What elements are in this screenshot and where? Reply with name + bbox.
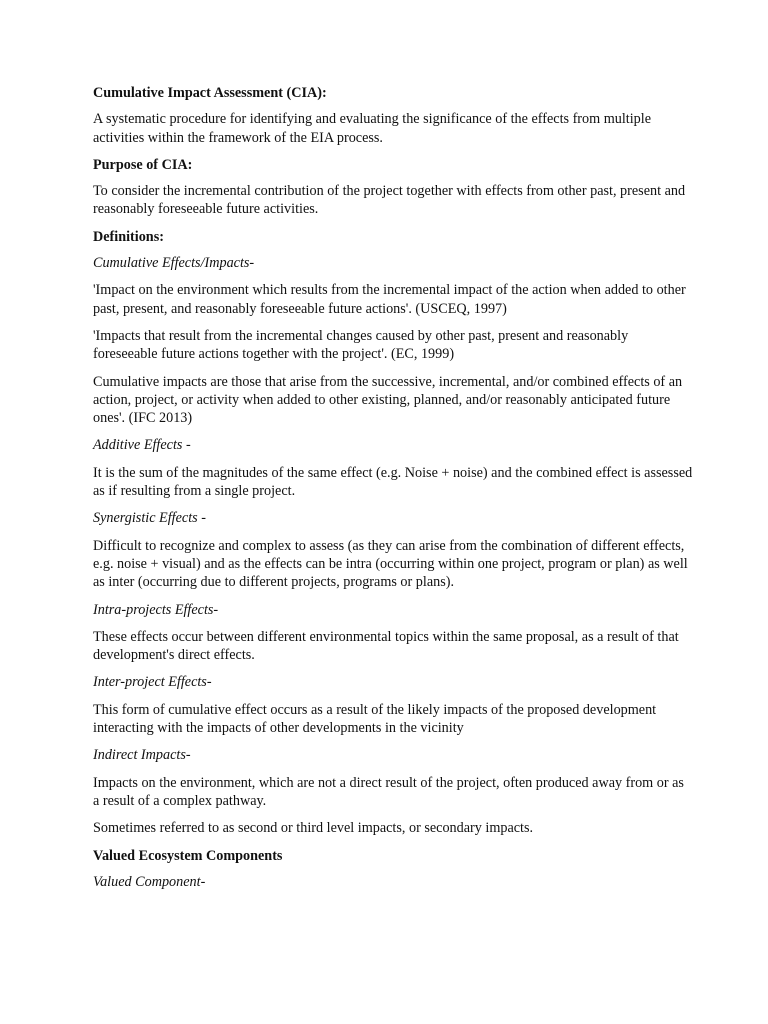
definitions-heading: Definitions: <box>93 228 164 245</box>
intra-project-effects-definition: These effects occur between different environmental topics within the same proposal, as a result of that development's direct effects. <box>93 628 679 664</box>
purpose-text: To consider the incremental contribution of the project together with effects from other past, present and reasonably foreseeable future activities. <box>93 183 686 218</box>
purpose-heading: Purpose of CIA: <box>93 156 193 173</box>
indirect-impacts-term: Indirect Impacts- <box>93 747 191 764</box>
cia-definition: A systematic procedure for identifying and evaluating the significance of the effects from multiple activities within the framework of the EIA process. <box>93 111 651 146</box>
indirect-impacts-note: Sometimes referred to as second or third level impacts, or secondary impacts. <box>93 820 534 837</box>
cumulative-definition-ec: 'Impacts that result from the incremental changes caused by other past, present and reasonably foreseeable future actions together with the project'. (EC, 1999) <box>93 327 629 363</box>
document-page <box>93 84 693 900</box>
additive-effects-definition: It is the sum of the magnitudes of the same effect (e.g. Noise + noise) and the combined effect is assessed as if resulting from a single project. <box>93 464 693 500</box>
indirect-impacts-definition: Impacts on the environment, which are not a direct result of the project, often produced away from or as a result of a complex pathway. <box>93 774 684 809</box>
inter-project-effects-definition: This form of cumulative effect occurs as a result of the likely impacts of the proposed development interacting with the impacts of other developments in the vicinity <box>93 701 657 737</box>
synergistic-effects-term: Synergistic Effects - <box>93 510 206 527</box>
cia-heading: Cumulative Impact Assessment (CIA): <box>93 85 327 101</box>
valued-component-term: Valued Component- <box>93 873 206 890</box>
additive-effects-term: Additive Effects - <box>93 437 191 454</box>
synergistic-effects-definition: Difficult to recognize and complex to assess (as they can arise from the combination of different effects, e.g. noise + visual) and as the effects can be intra (occurring within one project, program or plan) as well as inter (occurring due to different projects, programs or plans). <box>93 537 688 591</box>
inter-project-effects-term: Inter-project Effects- <box>93 674 212 691</box>
cumulative-definition-ifc: Cumulative impacts are those that arise from the successive, incremental, and/or combined effects of an action, project, or activity when added to other existing, planned, and/or reasonably anticipated future ones'. (IFC 2013) <box>93 373 683 427</box>
intra-project-effects-term: Intra-projects Effects- <box>93 601 219 618</box>
valued-ecosystem-components-heading: Valued Ecosystem Components <box>93 847 283 864</box>
cumulative-effects-term: Cumulative Effects/Impacts- <box>93 255 255 272</box>
cumulative-definition-usceq: 'Impact on the environment which results from the incremental impact of the action when added to other past, present, and reasonably foreseeable future actions'. (USCEQ, 1997) <box>93 282 686 317</box>
